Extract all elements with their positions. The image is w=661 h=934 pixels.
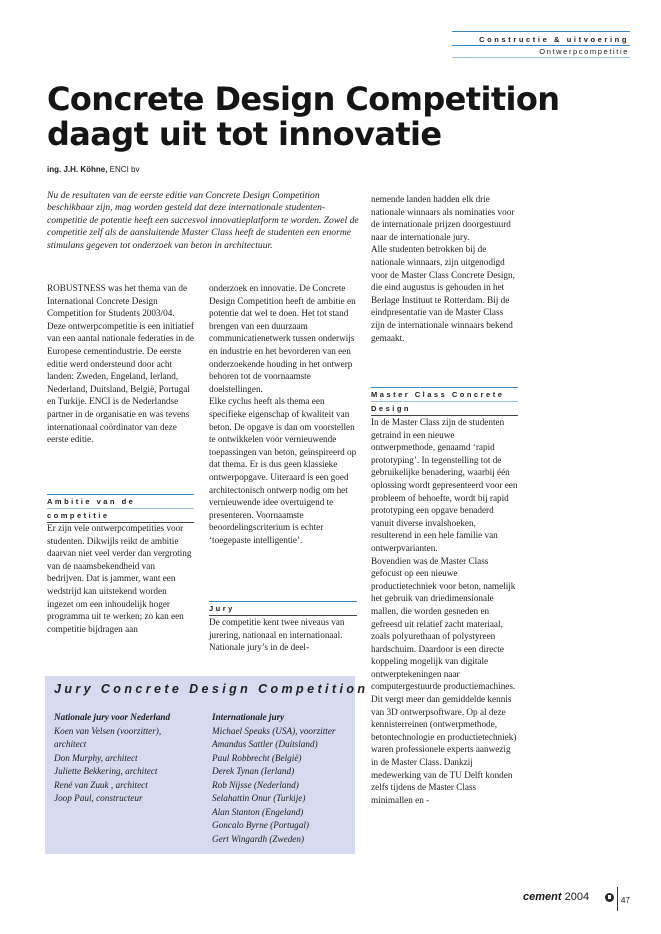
col3-paragraph-4: Bovendien was de Master Class gefocust op een nieuwe productietechniek voor beton, namelijk het gebruik van driedimensionale mallen, die worden gesneden en gefreesd uit relatief zacht materiaal, zoals polyurethaan of polystyreen hardschuim. Daardoor is een directe koppeling mogelijk van digitale ontwerptekeningen naar computergestuurde productiemachines. Dit vergt meer dan gemiddelde kennis van 3D ontwerpsoftware. Op al deze kennisterreinen (ontwerpmethode, betontechnologie en productietechniek) waren professionele experts aanwezig in de Master Class. Dankzij medewerking van de TU Delft konden zelfs tijdens de Master Class minimallen en -: [371, 555, 517, 805]
column-2-top: [209, 282, 357, 546]
international-jury-list: [212, 711, 336, 846]
international-jury-member: Gert Wingardh (Zweden): [212, 833, 305, 844]
international-jury-member: Amandus Sattler (Duitsland): [212, 739, 318, 749]
national-jury-member: Don Murphy, architect: [54, 752, 138, 763]
column-3-bottom: [371, 416, 518, 806]
col3-paragraph-3: In de Master Class zijn de studenten getraind in een nieuwe ontwerpmethode, genaamd ‘rapid prototyping’. In tegenstelling tot de gebruikelijke benadering, waarbij één oplossing wordt gepresenteerd voor een probleem of behoefte, wordt bij rapid prototyping een opgave benaderd vanuit diverse invalshoeken, resulterend in een hele familie van ontwerpvarianten.: [371, 417, 518, 553]
heading-master-line-2: Design: [371, 404, 412, 413]
col1-paragraph-2: Er zijn vele ontwerpcompetities voor studenten. Dikwijls reikt de ambitie daarvan niet veel verder dan vergroting van de naamsbekendheid van bedrijven. Dat is jammer, want een wedstrijd kan uitstekend worden ingezet om een inhoudelijk hoger programma uit te werken; zo kan een competitie bijdragen aan: [47, 523, 192, 634]
international-jury-member: Rob Nijsse (Nederland): [212, 779, 299, 790]
national-jury-member: architect: [54, 739, 87, 749]
intro-paragraph: Nu de resultaten van de eerste editie van Concrete Design Competition beschikbaar zijn, mag worden gesteld dat deze internationale studenten-competitie de potentie heeft een succesvol innovatieplatform te worden. Zowel de competitie zelf als de aansluitende Master Class heeft de studenten een enorme stimulans gegeven tot onderzoek van beton in architectuur.: [47, 190, 359, 251]
international-jury-member: Paul Robbrecht (België): [212, 752, 302, 763]
heading-ambitie-line-1: Ambitie van de: [47, 497, 136, 506]
title-line-2: daagt uit tot innovatie: [47, 115, 442, 153]
section-label: Constructie & uitvoering: [479, 35, 629, 44]
title-line-1: Concrete Design Competition: [47, 80, 560, 118]
national-jury-list: [54, 711, 170, 806]
international-jury-member: Goncalo Byrne (Portugal): [212, 820, 309, 830]
national-jury-member: Koen van Velsen (voorzitter),: [54, 725, 162, 736]
page-number: 47: [621, 896, 630, 905]
international-jury-member: Derek Tynan (Ierland): [212, 766, 295, 776]
col3-paragraph-1: nemende landen hadden elk drie nationale winnaars als nominaties voor de internationale prijzen doorgestuurd naar de internationale jury.: [371, 194, 515, 242]
heading-jury: Jury: [209, 604, 235, 613]
header-mid-rule: [452, 45, 630, 46]
col1-paragraph-1: ROBUSTNESS was het thema van de International Concrete Design Competition for Students 2003/04. Deze ontwerpcompetitie is een initiatief van een aantal nationale federaties in de Europese cementindustrie. De eerste editie werd ondersteund door acht landen: Zweden, Engeland, Ierland, Nederland, Duitsland, België, Portugal en Turkije. ENCI is de Nederlandse partner in de organisatie en was tevens internationaal coördinator van deze eerste editie.: [47, 283, 194, 445]
header-bottom-rule: [452, 57, 630, 58]
national-jury-heading: Nationale jury voor Nederland: [54, 712, 171, 722]
column-2-bottom: [209, 616, 357, 654]
heading-master-line-1: Master Class Concrete: [371, 390, 505, 399]
subsection-label: Ontwerpcompetitie: [539, 47, 629, 56]
col2-paragraph-3: De competitie kent twee niveaus van jurering, nationaal en internationaal. Nationale jury’s in de deel-: [209, 617, 345, 653]
footer-brand: [523, 891, 589, 903]
page-number-divider: [617, 887, 618, 911]
international-jury-member: Michael Speaks (USA), voorzitter: [212, 725, 336, 736]
international-jury-member: Alan Stanton (Engeland): [212, 806, 304, 817]
national-jury-member: Juliette Bekkering, architect: [54, 766, 158, 776]
header-top-rule: [452, 31, 630, 32]
article-title: [47, 82, 607, 152]
author-line: [47, 165, 139, 174]
col3-paragraph-2: Alle studenten betrokken bij de nationale winnaars, zijn uitgenodigd voor de Master Class Concrete Design, die eind augustus is gehouden in het Berlage Instituut te Rotterdam. Bij de eindpresentatie van de Master Class zijn de internationale winnaars bekend gemaakt.: [371, 244, 515, 343]
magazine-logo-icon: [605, 893, 614, 902]
jury-box-title: Jury Concrete Design Competition: [54, 682, 369, 696]
magazine-year: 2004: [561, 891, 590, 903]
heading-ambitie-line-2: competitie: [47, 511, 110, 520]
jury-box: [45, 676, 369, 854]
author-affiliation: ENCI bv: [107, 165, 140, 174]
column-3-top: [371, 193, 518, 344]
col2-paragraph-1: onderzoek en innovatie. De Concrete Design Competition heeft de ambitie en potentie dat wel te doen. Het tot stand brengen van een duurzaam communicatienetwerk tussen onderwijs en industrie en het bevorderen van een onderzoekende houding in het ontwerp behoren tot de voornaamste doelstellingen.: [209, 283, 356, 394]
column-1-top: [47, 282, 194, 446]
international-jury-heading: Internationale jury: [212, 712, 285, 722]
national-jury-member: René van Zuuk , architect: [54, 779, 148, 790]
magazine-name: cement: [523, 891, 562, 903]
col2-paragraph-2: Elke cyclus heeft als thema een specifieke eigenschap of kwaliteit van beton. De opgave is dan om voorstellen te ontwikkelen voor vernieuwende toepassingen van beton, geïnspireerd op dat thema. Er is dus geen klassieke ontwerpopgave. Uiteraard is een goed architectonisch ontwerp nodig om het vernieuwende idee overtuigend te presenteren. Voornaamste beoordelingscriterium is echter ‘toegepaste intelligentie’.: [209, 396, 357, 545]
international-jury-member: Selahattin Onur (Turkije): [212, 793, 306, 803]
national-jury-member: Joop Paul, constructeur: [54, 793, 143, 803]
author-name: ing. J.H. Köhne,: [47, 165, 108, 174]
column-1-bottom: [47, 522, 194, 635]
